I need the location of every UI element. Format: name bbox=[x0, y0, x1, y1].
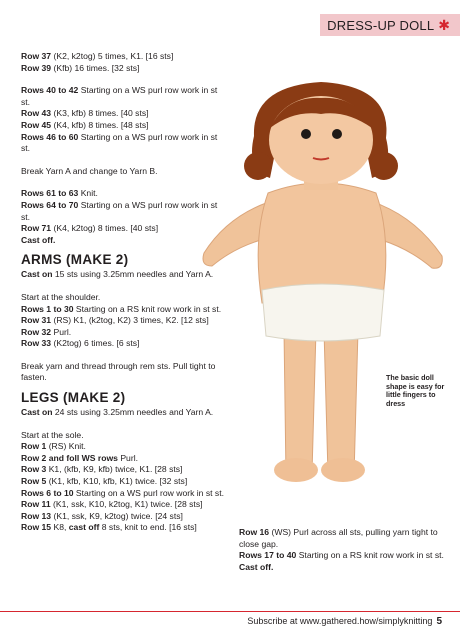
instruction-row: Rows 1 to 30 Starting on a RS knit row work in st st. bbox=[21, 303, 222, 314]
instruction-row: Row 45 (K4, kfb) 8 times. [48 sts] bbox=[21, 119, 149, 130]
doll-hair-curl-right bbox=[370, 152, 398, 180]
instruction-row: Cast on 24 sts using 3.25mm needles and Yarn A. bbox=[21, 407, 214, 418]
pattern-column-right bbox=[239, 527, 449, 573]
instruction-row: Row 37 (K2, k2tog) 5 times, K1. [16 sts] bbox=[21, 51, 174, 61]
photo-caption: The basic doll shape is easy for little fingers to dress bbox=[386, 373, 445, 408]
instruction-row: Row 3 K1, (kfb, K9, kfb) twice, K1. [28 sts] bbox=[21, 464, 183, 475]
doll-left-foot bbox=[274, 458, 318, 482]
instruction-row: Row 39 (Kfb) 16 times. [32 sts] bbox=[21, 62, 140, 73]
page-number: 5 bbox=[436, 616, 442, 627]
doll-left-leg bbox=[284, 330, 316, 479]
instruction-row: Rows 64 to 70 Starting on a WS purl row work in st st. bbox=[21, 199, 218, 222]
instruction-row: Row 1 (RS) Knit. bbox=[21, 441, 86, 452]
subscribe-link[interactable]: Subscribe at www.gathered.how/simplyknitting bbox=[247, 616, 433, 626]
instruction-row: Row 15 K8, cast off 8 sts, knit to end. [16 sts] bbox=[21, 522, 197, 533]
instruction-row: Cast off. bbox=[21, 234, 56, 245]
instruction-row: Row 43 (K3, kfb) 8 times. [40 sts] bbox=[21, 108, 149, 119]
doll-hair-curl-left bbox=[244, 152, 272, 180]
instruction-row: Rows 46 to 60 Starting on a WS purl row work in st st. bbox=[21, 131, 218, 154]
doll-left-eye bbox=[301, 129, 311, 139]
instruction-text: Break Yarn A and change to Yarn B. bbox=[21, 165, 158, 176]
instruction-row: Row 71 (K4, k2tog) 8 times. [40 sts] bbox=[21, 223, 159, 234]
instruction-row: Row 13 (K1, ssk, K9, k2tog) twice. [24 sts] bbox=[21, 510, 183, 521]
doll-right-foot bbox=[321, 458, 365, 482]
instruction-row: Row 2 and foll WS rows Purl. bbox=[21, 452, 138, 463]
instruction-text: Start at the shoulder. bbox=[21, 291, 101, 302]
section-heading-legs: LEGS (MAKE 2) bbox=[21, 390, 126, 406]
footer bbox=[247, 616, 442, 627]
doll-nappy bbox=[262, 284, 384, 341]
instruction-text: Break yarn and thread through rem sts. Pull tight to fasten. bbox=[21, 360, 216, 383]
section-title: DRESS-UP DOLL bbox=[327, 17, 435, 33]
instruction-row: Row 31 (RS) K1, (k2tog, K2) 3 times, K2. [12 sts] bbox=[21, 315, 209, 326]
instruction-row: Row 5 (K1, kfb, K10, kfb, K1) twice. [32 sts] bbox=[21, 476, 188, 487]
instruction-row: Rows 61 to 63 Knit. bbox=[21, 188, 98, 199]
instruction-row: Row 33 (K2tog) 6 times. [6 sts] bbox=[21, 338, 140, 349]
footer-rule bbox=[0, 611, 460, 612]
instruction-row: Row 32 Purl. bbox=[21, 326, 72, 337]
section-heading-arms: ARMS (MAKE 2) bbox=[21, 252, 129, 268]
section-header-tab bbox=[320, 14, 460, 36]
instruction-row: Cast off. bbox=[239, 561, 274, 572]
instruction-row: Cast on 15 sts using 3.25mm needles and Yarn A. bbox=[21, 269, 214, 280]
instruction-row: Row 11 (K1, ssk, K10, k2tog, K1) twice. [28 sts] bbox=[21, 499, 203, 510]
instruction-text: Start at the sole. bbox=[21, 429, 84, 440]
instruction-row: Rows 17 to 40 Starting on a RS knit row work in st st. bbox=[239, 550, 444, 561]
doll-right-leg bbox=[324, 330, 358, 479]
instruction-row: Row 16 (WS) Purl across all sts, pulling yarn tight to close gap. bbox=[239, 527, 438, 549]
instruction-row: Rows 6 to 10 Starting on a WS purl row work in st st. bbox=[21, 487, 224, 498]
star-icon: ✱ bbox=[438, 17, 450, 33]
knitted-doll-photo bbox=[196, 78, 446, 528]
doll-right-eye bbox=[332, 129, 342, 139]
instruction-row: Rows 40 to 42 Starting on a WS purl row work in st st. bbox=[21, 85, 218, 107]
